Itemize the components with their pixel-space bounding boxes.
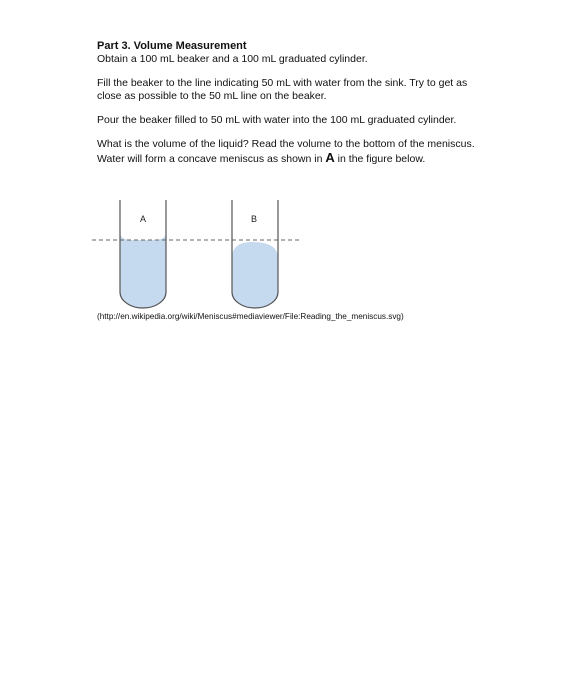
- tube-a-label: A: [139, 214, 147, 224]
- figure-citation: (http://en.wikipedia.org/wiki/Meniscus#mediaviewer/File:Reading_the_meniscus.svg): [97, 312, 404, 321]
- tube-b-liquid: [232, 242, 278, 308]
- tube-a-liquid: [120, 232, 166, 308]
- document-body: [97, 40, 547, 166]
- figure-reference-a: A: [325, 150, 335, 165]
- intro-text: Obtain a 100 mL beaker and a 100 mL graduated cylinder.: [97, 53, 368, 65]
- pour-instruction: Pour the beaker filled to 50 mL with water into the 100 mL graduated cylinder.: [97, 114, 457, 126]
- tube-b-label: B: [250, 214, 258, 224]
- question-line-2-start: Water will form a concave meniscus as shown in: [97, 153, 326, 165]
- question-line-2-end: in the figure below.: [334, 153, 426, 165]
- meniscus-figure: [92, 200, 312, 312]
- question-line-2: [97, 151, 547, 166]
- fill-instruction-line-2: close as possible to the 50 mL line on the beaker.: [97, 90, 327, 102]
- question-line-1: What is the volume of the liquid? Read the volume to the bottom of the meniscus.: [97, 138, 475, 150]
- fill-instruction-line-1: Fill the beaker to the line indicating 50 mL with water from the sink. Try to get as: [97, 77, 468, 89]
- section-title: Part 3. Volume Measurement: [97, 40, 247, 52]
